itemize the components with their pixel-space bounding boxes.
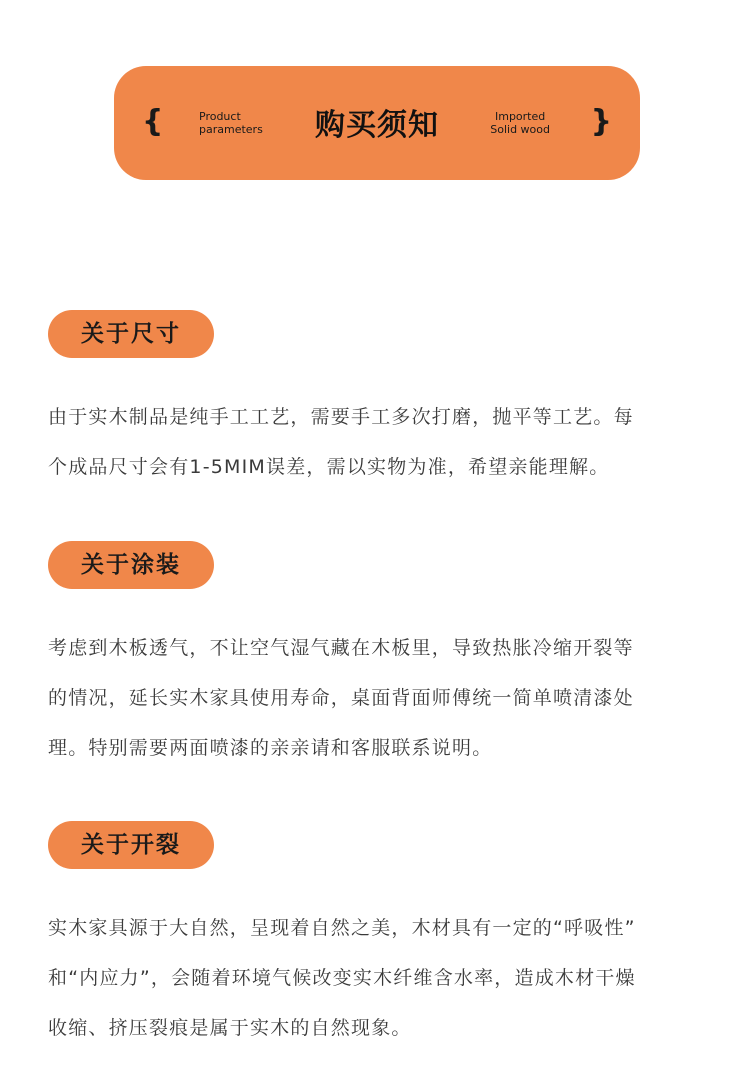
product-parameters-line-2: parameters [199,123,263,136]
section-body-line: 由于实木制品是纯手工工艺，需要手工多次打磨，抛平等工艺。每 [48,406,634,428]
page-title: 购买须知 [315,108,439,144]
imported-solid-wood-label [490,110,550,136]
section-body-line: 和“内应力”，会随着环境气候改变实木纤维含水率，造成木材干燥 [48,967,636,989]
section-body-coating [48,623,698,773]
section-heading-coating: 关于涂装 [48,541,214,589]
section-body-size [48,392,698,492]
section-heading-cracking: 关于开裂 [48,821,214,869]
section-body-line: 考虑到木板透气，不让空气湿气藏在木板里，导致热胀冷缩开裂等 [48,637,634,659]
section-body-line: 的情况，延长实木家具使用寿命，桌面背面师傅统一简单喷清漆处 [48,687,634,709]
right-brace: } [590,103,612,139]
section-body-line: 理。特别需要两面喷漆的亲亲请和客服联系说明。 [48,737,493,759]
section-body-line: 个成品尺寸会有1-5MIM误差，需以实物为准，希望亲能理解。 [48,456,610,478]
section-body-cracking [48,903,698,1053]
header-banner [114,66,640,180]
imported-solid-wood-line-1: Imported [494,110,546,123]
left-brace: { [142,103,164,139]
section-heading-size: 关于尺寸 [48,310,214,358]
section-body-line: 实木家具源于大自然，呈现着自然之美，木材具有一定的“呼吸性” [48,917,636,939]
product-parameters-line-1: Product [199,110,241,123]
section-body-line: 收缩、挤压裂痕是属于实木的自然现象。 [48,1017,412,1039]
imported-solid-wood-line-2: Solid wood [490,123,550,136]
